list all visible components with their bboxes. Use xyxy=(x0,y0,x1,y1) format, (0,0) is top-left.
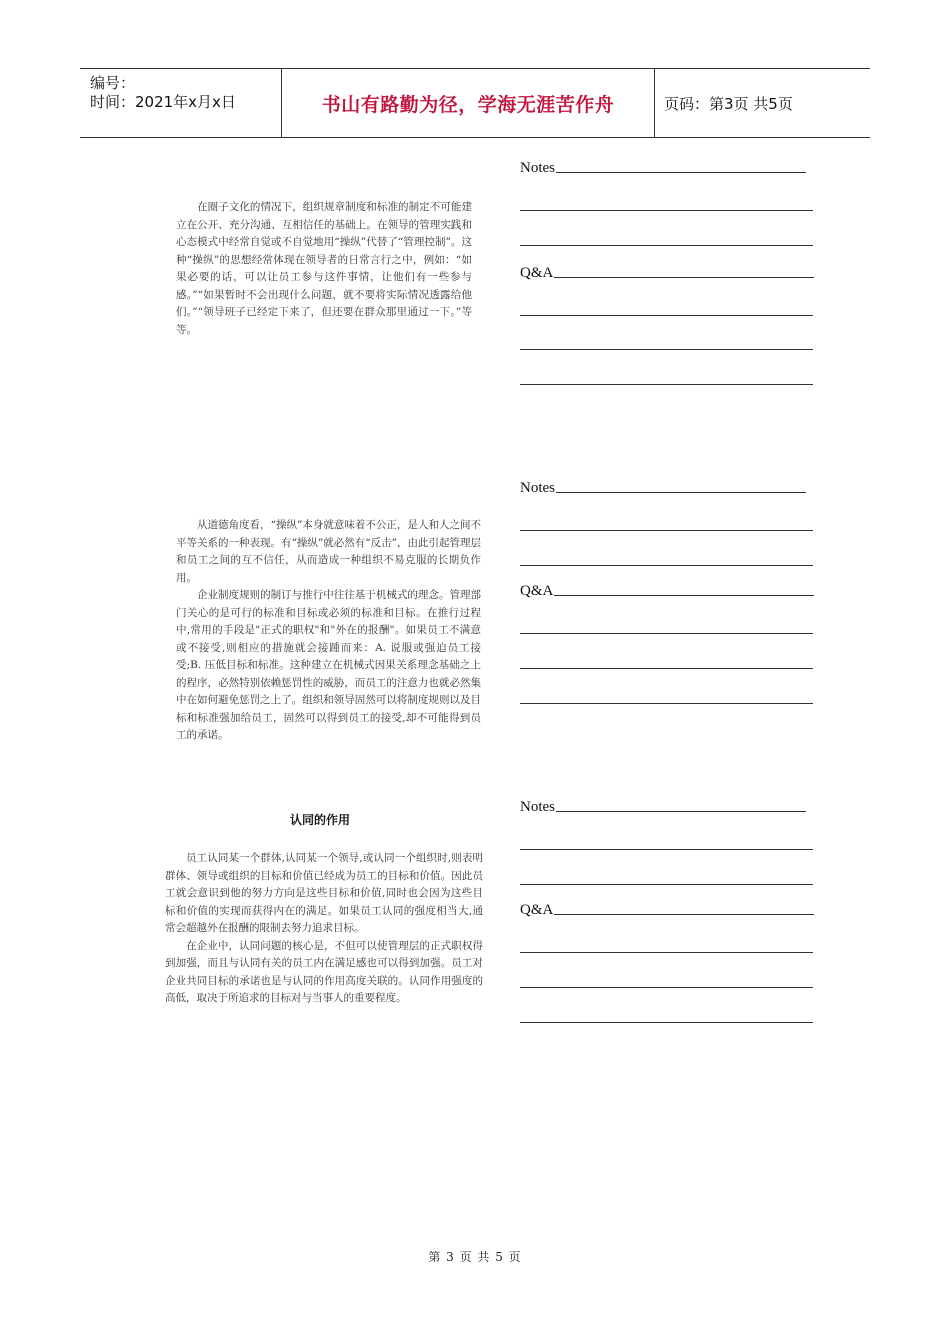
section-1-text xyxy=(176,199,472,339)
notes-line xyxy=(520,480,806,497)
write-line[interactable] xyxy=(520,987,813,988)
header-meta xyxy=(80,69,280,137)
paragraph: 在圈子文化的情况下，组织规章制度和标准的制定不可能建立在公开、充分沟通、互相信任的基础上。在领导的管理实践和心态模式中经常自觉或不自觉地用“操纵”代替了“管理控制”。这种“操纵”的思想经常体现在领导者的日常言行之中，例如：“如果必要的话，可以让员工参与这件事情，让他们有一些参与感。”“如果暂时不会出现什么问题，就不要将实际情况透露给他们。”“领导班子已经定下来了，但还要在群众那里通过一下。”等等。 xyxy=(176,201,472,336)
qa-label: Q&A xyxy=(520,902,554,918)
paragraph: 从道德角度看，“操纵”本身就意味着不公正，是人和人之间不平等关系的一种表现。有“操纵”就必然有“反击”，由此引起管理层和员工之间的互不信任，从而造成一种组织不易克服的长期负作用。 xyxy=(176,519,481,584)
date-label: 时间：2021年x月x日 xyxy=(90,93,236,111)
header-page-cell xyxy=(654,69,870,137)
page-header xyxy=(80,68,870,138)
notes-line xyxy=(520,799,806,816)
section-title: 认同的作用 xyxy=(290,813,351,827)
write-line[interactable] xyxy=(520,952,813,953)
write-line[interactable] xyxy=(520,884,813,885)
write-line[interactable] xyxy=(554,594,814,596)
write-line[interactable] xyxy=(520,530,813,531)
paragraph: 企业制度规则的制订与推行中往往基于机械式的理念。管理部门关心的是可行的标准和目标或必须的标准和目标。在推行过程中,常用的手段是"正式的职权"和"外在的报酬"。如果员工不满意或不接受,则相应的措施就会接踵而来：A. 说服或强迫员工接受;B. 压低目标和标准。这种建立在机械式因果关系理念基础之上的程序，必然特别依赖惩罚性的威胁，而员工的注意力也就必然集中在如何避免惩罚之上了。组织和领导固然可以将制度规则以及目标和标准强加给员工，固然可以得到员工的接受,却不可能得到员工的承诺。 xyxy=(176,589,481,741)
paragraph: 员工认同某一个群体,认同某一个领导,或认同一个组织时,则表明群体、领导或组织的目标和价值已经成为员工的目标和价值。因此员工就会意识到他的努力方向是这些目标和价值,同时也会因为这些目标和价值的实现而获得内在的满足。如果员工认同的强度相当大,通常会超越外在报酬的限制去努力追求目标。 xyxy=(165,852,483,934)
write-line[interactable] xyxy=(520,633,813,634)
write-line[interactable] xyxy=(520,315,813,316)
notes-line xyxy=(520,160,806,177)
write-line[interactable] xyxy=(520,210,813,211)
write-line[interactable] xyxy=(520,668,813,669)
number-label: 编号： xyxy=(90,74,136,92)
write-line[interactable] xyxy=(556,171,806,173)
section-3-text xyxy=(165,850,483,1008)
paragraph: 在企业中，认同问题的核心是，不但可以使管理层的正式职权得到加强，而且与认同有关的员工内在满足感也可以得到加强。员工对企业共同目标的承诺也是与认同的作用高度关联的。认同作用强度的高低，取决于所追求的目标对与当事人的重要程度。 xyxy=(165,939,483,1004)
header-motto-cell xyxy=(281,69,655,137)
write-line[interactable] xyxy=(556,491,806,493)
notes-label: Notes xyxy=(520,480,555,496)
qa-label: Q&A xyxy=(520,583,554,599)
write-line[interactable] xyxy=(556,810,806,812)
section-2-text xyxy=(176,517,481,745)
notes-label: Notes xyxy=(520,799,555,815)
write-line[interactable] xyxy=(520,565,813,566)
write-line[interactable] xyxy=(520,349,813,350)
write-line[interactable] xyxy=(554,913,814,915)
write-line[interactable] xyxy=(520,703,813,704)
qa-label: Q&A xyxy=(520,265,554,281)
write-line[interactable] xyxy=(520,849,813,850)
write-line[interactable] xyxy=(554,276,814,278)
write-line[interactable] xyxy=(520,384,813,385)
write-line[interactable] xyxy=(520,245,813,246)
header-page-info: 页码：第3页 共5页 xyxy=(664,94,793,113)
notes-label: Notes xyxy=(520,160,555,176)
write-line[interactable] xyxy=(520,1022,813,1023)
page-footer: 第 3 页 共 5 页 xyxy=(428,1250,522,1264)
qa-line xyxy=(520,583,814,600)
qa-line xyxy=(520,902,814,919)
header-motto: 书山有路勤为径，学海无涯苦作舟 xyxy=(321,93,615,116)
qa-line xyxy=(520,265,814,282)
